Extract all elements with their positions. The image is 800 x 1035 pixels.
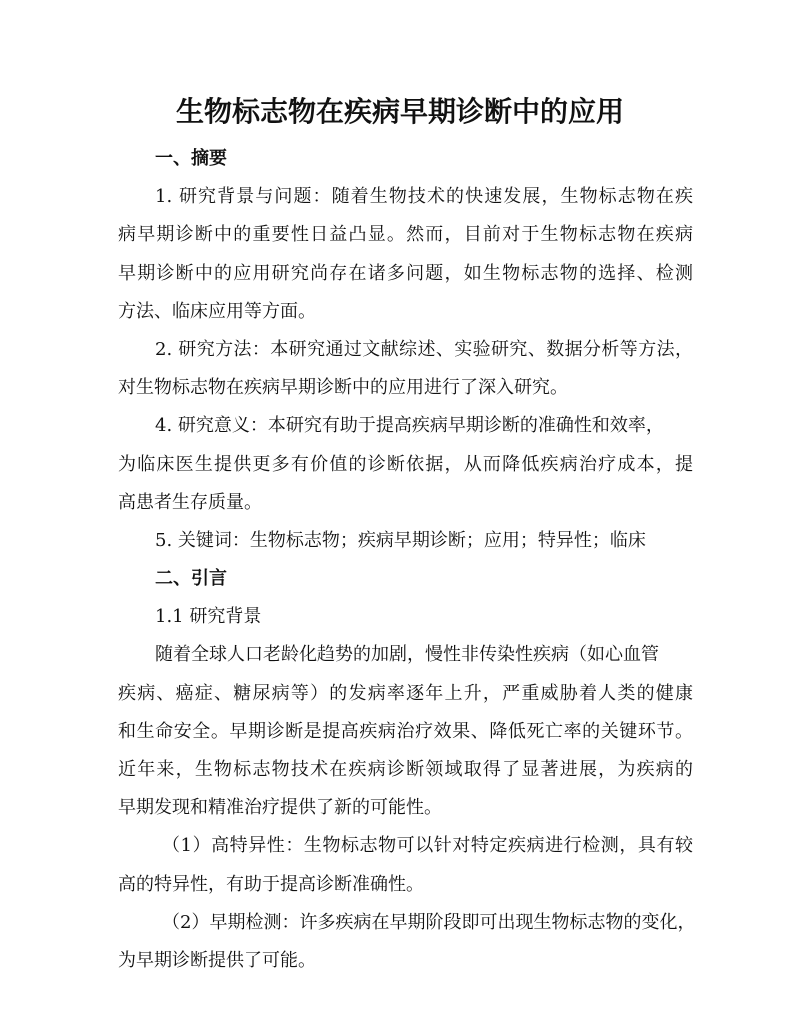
text-line: 疾病、癌症、糖尿病等）的发病率逐年上升，严重威胁着人类的健康 [118,682,693,704]
text-line: （1）高特异性：生物标志物可以针对特定疾病进行检测，具有较 [162,835,693,857]
document-title: 生物标志物在疾病早期诊断中的应用 [175,95,624,128]
document-body [118,140,696,980]
section-heading-abstract: 一、摘要 [155,148,227,169]
paragraph-high-specificity [118,827,693,903]
section-heading-introduction: 二、引言 [155,568,227,590]
text-line: 对生物标志物在疾病早期诊断中的应用进行了深入研究。 [118,377,568,399]
text-line: 早期发现和精准治疗提供了新的可能性。 [118,797,442,819]
text-line: 为临床医生提供更多有价值的诊断依据，从而降低疾病治疗成本，提 [118,453,693,475]
text-line: 近年来，生物标志物技术在疾病诊断领域取得了显著进展，为疾病的 [118,759,693,780]
text-line: 2. 研究方法：本研究通过文献综述、实验研究、数据分析等方法， [155,338,693,360]
text-line: 和生命安全。早期诊断是提高疾病治疗效果、降低死亡率的关键环节。 [118,720,693,742]
text-line: 5. 关键词：生物标志物；疾病早期诊断；应用；特异性；临床 [155,529,646,551]
paragraph-background [118,178,693,331]
text-line: 高的特异性，有助于提高诊断准确性。 [118,873,424,895]
paragraph-early-detection [118,904,696,980]
paragraph-methods [118,331,693,407]
text-line: 病早期诊断中的重要性日益凸显。然而，目前对于生物标志物在疾病 [118,224,693,246]
paragraph-intro-background [118,636,693,827]
subsection-heading-background: 1.1 研究背景 [155,606,262,628]
text-line: 为早期诊断提供了可能。 [118,949,316,971]
text-line: 4. 研究意义：本研究有助于提高疾病早期诊断的准确性和效率， [155,415,664,437]
text-line: 高患者生存质量。 [118,491,262,513]
text-line: 1. 研究背景与问题：随着生物技术的快速发展，生物标志物在疾 [155,186,693,208]
text-line: 随着全球人口老龄化趋势的加剧，慢性非传染性疾病（如心血管 [155,644,659,666]
paragraph-keywords [118,522,693,560]
text-line: （2）早期检测：许多疾病在早期阶段即可出现生物标志物的变化， [162,911,696,933]
text-line: 方法、临床应用等方面。 [118,300,316,322]
text-line: 早期诊断中的应用研究尚存在诸多问题，如生物标志物的选择、检测 [118,262,693,284]
paragraph-significance [118,407,693,522]
